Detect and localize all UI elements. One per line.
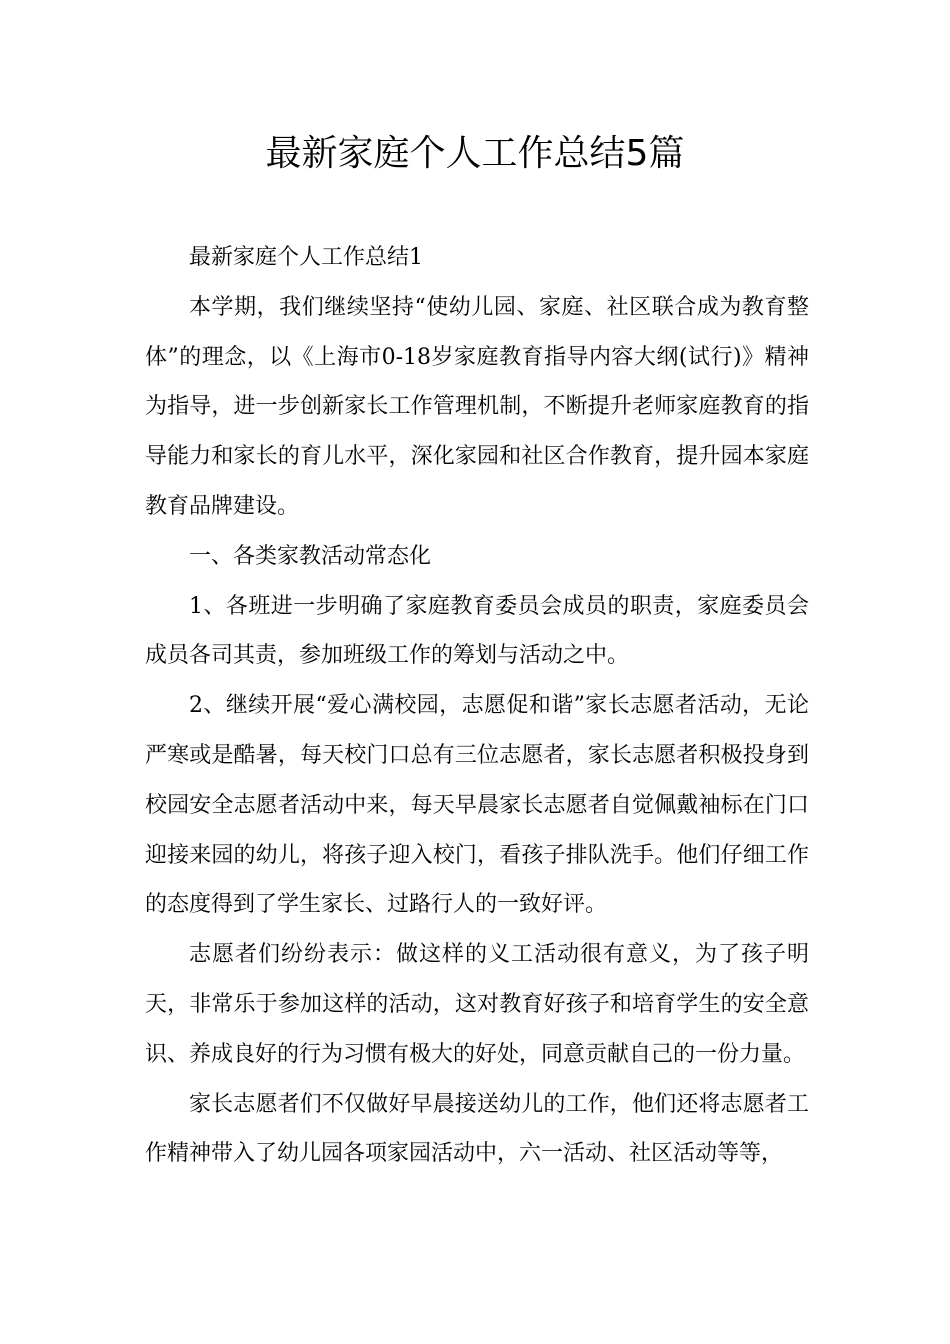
document-title: 最新家庭个人工作总结5篇 xyxy=(265,133,685,174)
section-heading: 最新家庭个人工作总结1 xyxy=(189,245,423,270)
paragraph: 本学期，我们继续坚持“使幼儿园、家庭、社区联合成为教育整体”的理念，以《上海市0-18岁家庭教育指导内容大纲(试行)》精神为指导，进一步创新家长工作管理机制，不断提升老师家庭教育的指导能力和家长的育儿水平，深化家园和社区合作教育，提升园本家庭教育品牌建设。 xyxy=(145,294,809,519)
document-body xyxy=(145,233,809,1179)
paragraph: 2、继续开展“爱心满校园，志愿促和谐”家长志愿者活动，无论严寒或是酷暑，每天校门口总有三位志愿者，家长志愿者积极投身到校园安全志愿者活动中来，每天早晨家长志愿者自觉佩戴袖标在门口迎接来园的幼儿，将孩子迎入校门，看孩子排队洗手。他们仔细工作的态度得到了学生家长、过路行人的一致好评。 xyxy=(145,693,809,918)
subsection-heading: 一、各类家教活动常态化 xyxy=(189,543,432,569)
paragraph: 家长志愿者们不仅做好早晨接送幼儿的工作，他们还将志愿者工作精神带入了幼儿园各项家园活动中，六一活动、社区活动等等， xyxy=(145,1091,809,1167)
paragraph: 志愿者们纷纷表示：做这样的义工活动很有意义，为了孩子明天，非常乐于参加这样的活动，这对教育好孩子和培育学生的安全意识、养成良好的行为习惯有极大的好处，同意贡献自己的一份力量。 xyxy=(145,942,809,1067)
paragraph: 1、各班进一步明确了家庭教育委员会成员的职责，家庭委员会成员各司其责，参加班级工作的筹划与活动之中。 xyxy=(145,593,809,669)
